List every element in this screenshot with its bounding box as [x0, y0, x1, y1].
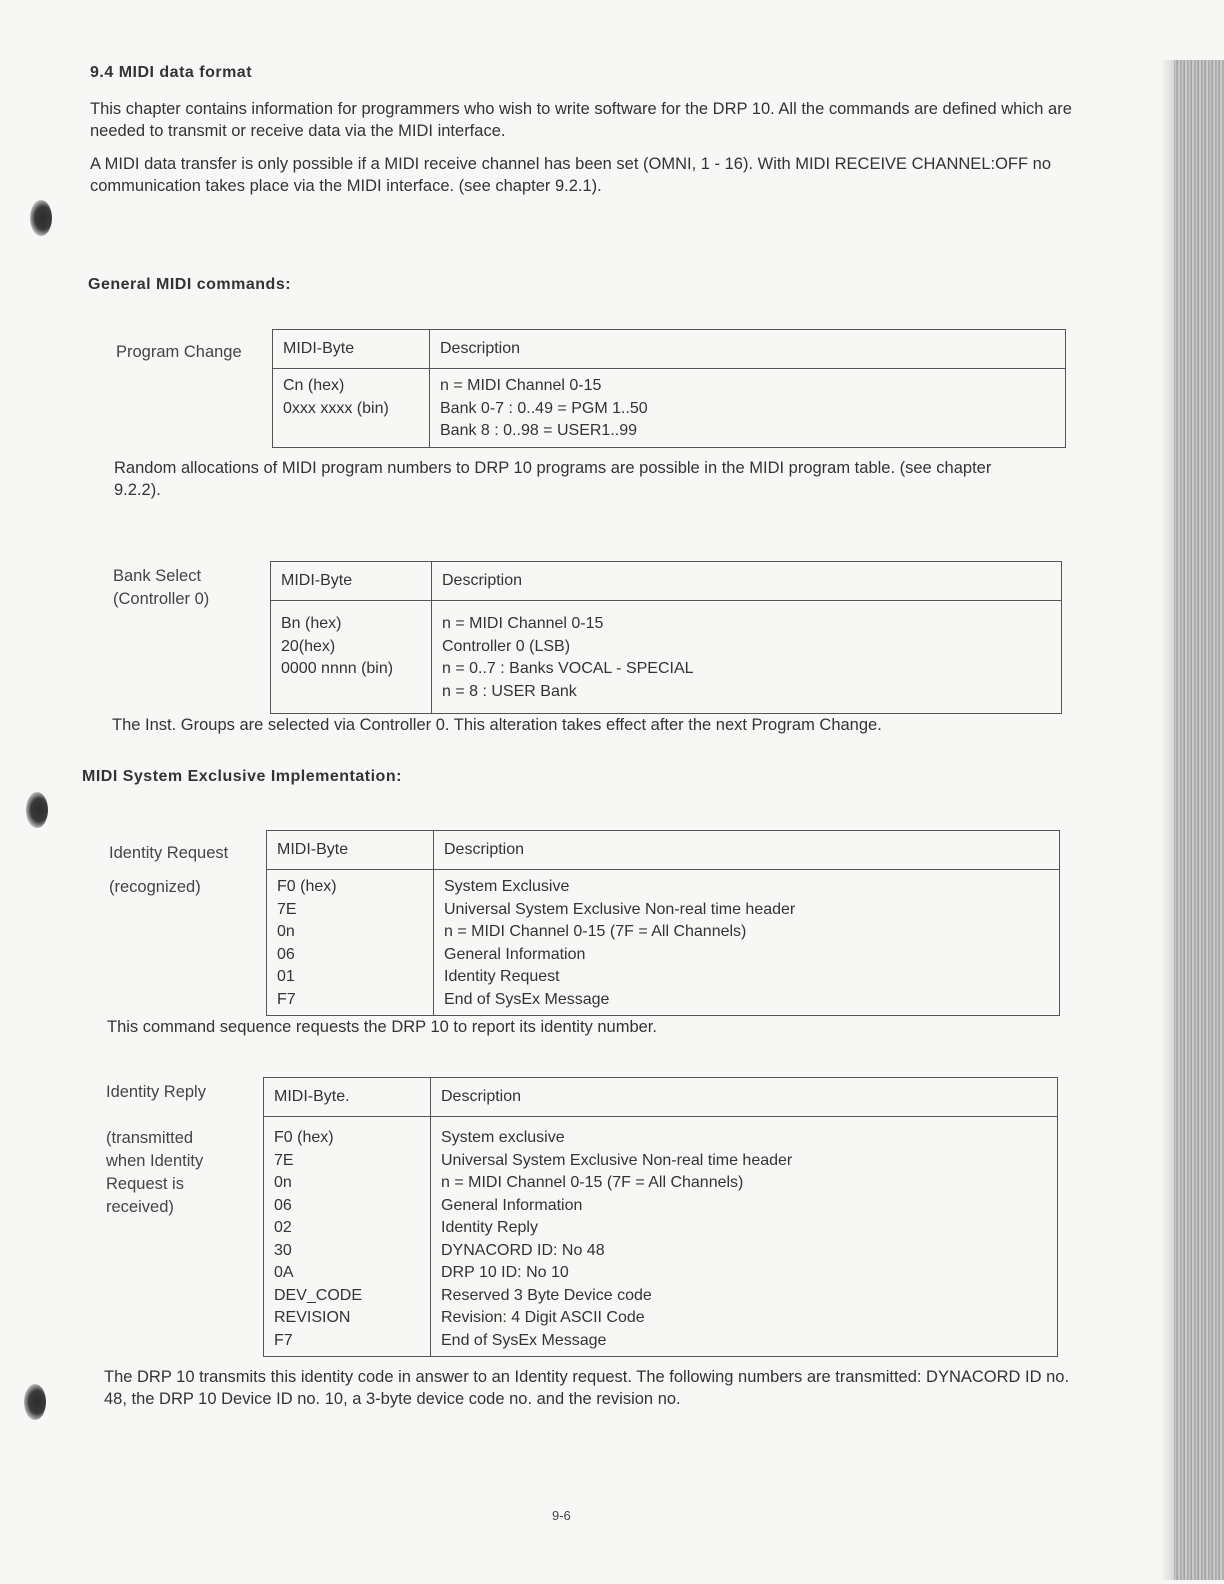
col-description: Description — [434, 831, 1060, 870]
identity-reply-note: The DRP 10 transmits this identity code in answer to an Identity request. The following numbers are transmitted: DYNACORD ID no. 48, the DRP 10 Device ID no. 10, a 3-byte device code no. and the revision no. — [104, 1368, 1070, 1408]
midi-bytes-cell: F0 (hex) 7E 0n 06 01 F7 — [267, 870, 434, 1016]
midi-bytes-cell: Bn (hex) 20(hex) 0000 nnnn (bin) — [271, 601, 432, 714]
identity-request-note: This command sequence requests the DRP 10 to report its identity number. — [107, 1018, 657, 1036]
scan-edge — [1174, 60, 1224, 1580]
midi-bytes-cell: Cn (hex) 0xxx xxxx (bin) — [273, 369, 430, 448]
col-description: Description — [432, 562, 1062, 601]
description-cell: n = MIDI Channel 0-15 Bank 0-7 : 0..49 = PGM 1..50 Bank 8 : 0..98 = USER1..99 — [430, 369, 1066, 448]
scan-shadow — [1160, 60, 1174, 1580]
page-number: 9-6 — [552, 1508, 571, 1523]
col-midi-byte: MIDI-Byte — [267, 831, 434, 870]
punch-hole-top — [30, 200, 52, 236]
program-change-note: Random allocations of MIDI program numbers to DRP 10 programs are possible in the MIDI program table. (see chapter 9.2.2). — [114, 459, 992, 499]
program-change-label: Program Change — [116, 343, 242, 361]
intro-paragraph-1: This chapter contains information for programmers who wish to write software for the DRP 10. All the commands are defined which are needed to transmit or receive data via the MIDI interface. — [90, 100, 1072, 140]
col-midi-byte: MIDI-Byte — [273, 330, 430, 369]
punch-hole-bottom — [24, 1384, 46, 1420]
description-cell: n = MIDI Channel 0-15 Controller 0 (LSB) n = 0..7 : Banks VOCAL - SPECIAL n = 8 : USER Bank — [432, 601, 1062, 714]
section-title: 9.4 MIDI data format — [90, 64, 253, 81]
bank-select-table — [270, 561, 1062, 714]
description-cell: System Exclusive Universal System Exclusive Non-real time header n = MIDI Channel 0-15 (7F = All Channels) General Information Identity Request End of SysEx Message — [434, 870, 1060, 1016]
identity-reply-label: Identity Reply (transmitted when Identity Request is received) — [106, 1083, 206, 1216]
intro-paragraph-2: A MIDI data transfer is only possible if a MIDI receive channel has been set (OMNI, 1 - 16). With MIDI RECEIVE CHANNEL:OFF no communication takes place via the MIDI interface. (see chapter 9.2.1). — [90, 155, 1052, 195]
program-change-table — [272, 329, 1066, 448]
identity-reply-table — [263, 1077, 1058, 1357]
col-midi-byte: MIDI-Byte. — [264, 1078, 431, 1117]
col-description: Description — [431, 1078, 1058, 1117]
general-midi-heading: General MIDI commands: — [88, 276, 292, 293]
identity-request-label: Identity Request (recognized) — [109, 844, 229, 896]
midi-bytes-cell: F0 (hex) 7E 0n 06 02 30 0A DEV_CODE REVISION F7 — [264, 1117, 431, 1357]
bank-select-label: Bank Select (Controller 0) — [113, 567, 210, 608]
description-cell: System exclusive Universal System Exclusive Non-real time header n = MIDI Channel 0-15 (7F = All Channels) General Information Identity Reply DYNACORD ID: No 48 DRP 10 ID: No 10 Reserved 3 Byte Device code Revision: 4 Digit ASCII Code End of SysEx Message — [431, 1117, 1058, 1357]
bank-select-note: The Inst. Groups are selected via Controller 0. This alteration takes effect after the next Program Change. — [112, 716, 882, 734]
sysex-heading: MIDI System Exclusive Implementation: — [82, 768, 402, 785]
col-midi-byte: MIDI-Byte — [271, 562, 432, 601]
punch-hole-middle — [26, 792, 48, 828]
col-description: Description — [430, 330, 1066, 369]
identity-request-table — [266, 830, 1060, 1016]
